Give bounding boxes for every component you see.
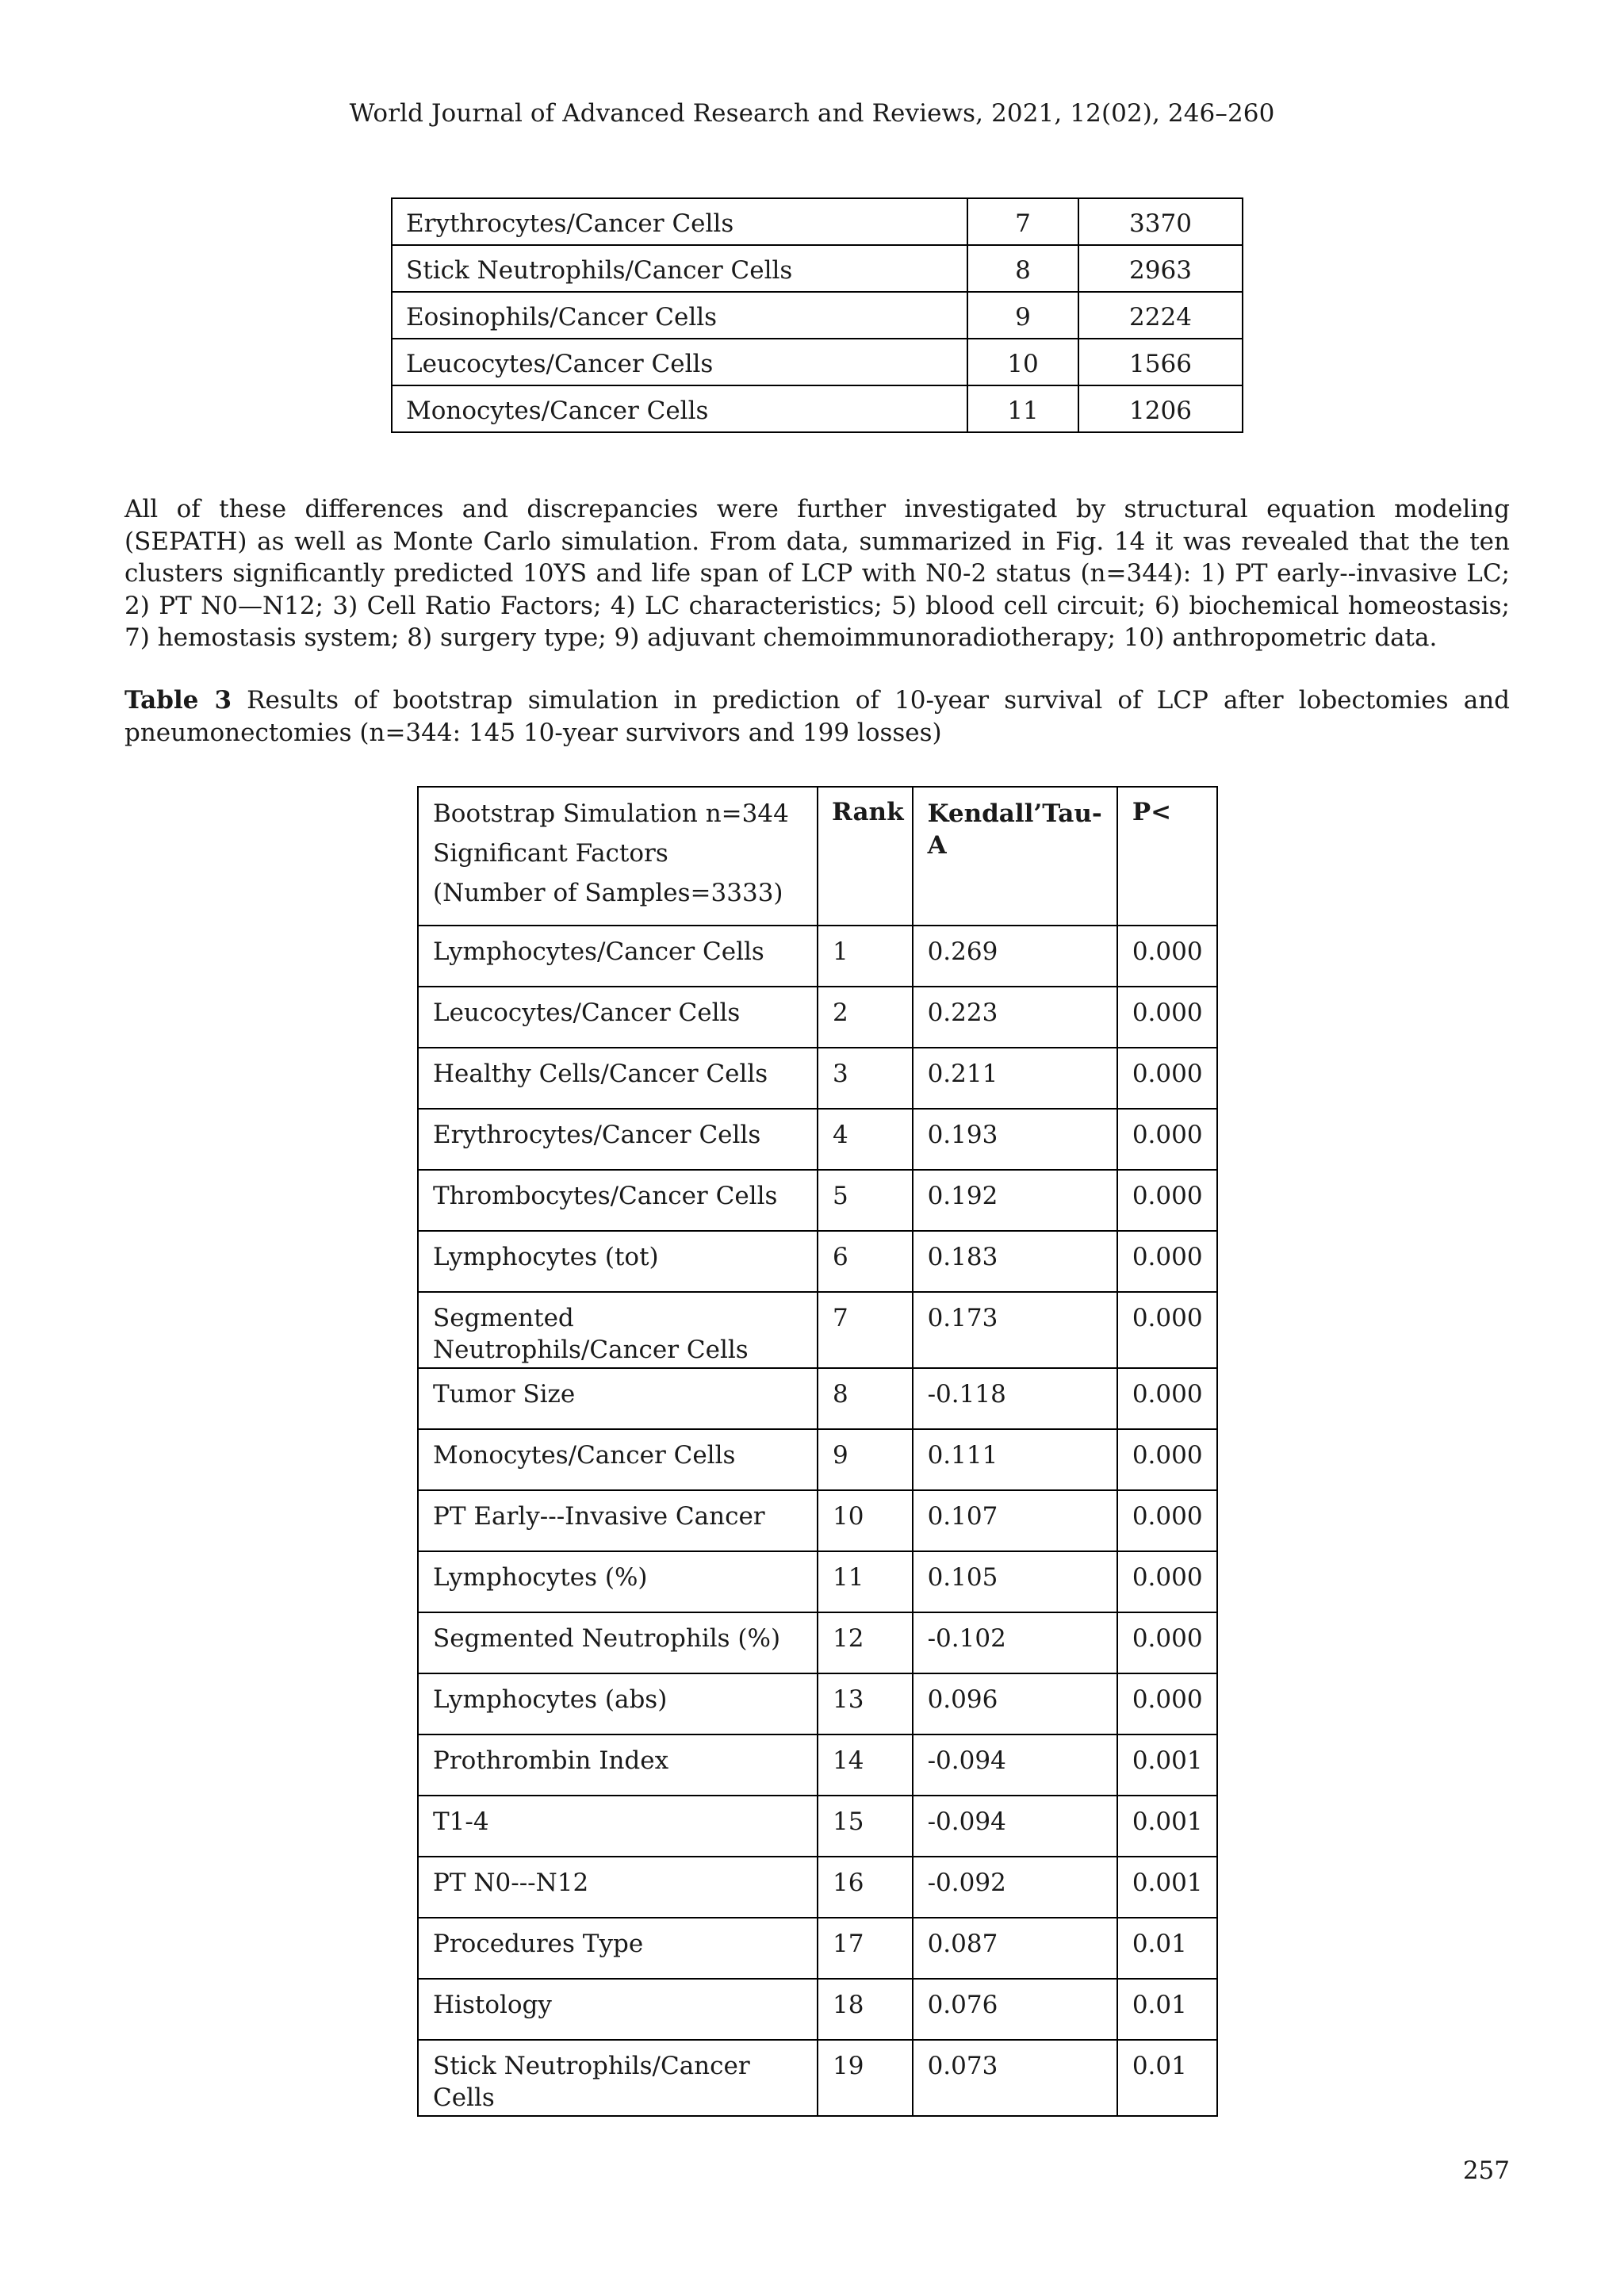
rank-cell: 8 <box>967 245 1078 292</box>
kendall-tau-cell: 0.096 <box>913 1673 1117 1734</box>
factor-cell: PT Early---Invasive Cancer <box>418 1490 818 1551</box>
kendall-tau-cell: -0.102 <box>913 1612 1117 1673</box>
kendall-tau-cell: -0.094 <box>913 1734 1117 1796</box>
kendall-tau-cell: 0.107 <box>913 1490 1117 1551</box>
factor-cell: Histology <box>418 1979 818 2040</box>
p-value-cell: 0.000 <box>1117 1170 1217 1231</box>
factor-cell: Erythrocytes/Cancer Cells <box>392 198 967 245</box>
value-cell: 3370 <box>1078 198 1243 245</box>
factor-cell: Thrombocytes/Cancer Cells <box>418 1170 818 1231</box>
table-row <box>418 987 1217 1048</box>
rank-cell: 4 <box>818 1109 913 1170</box>
table-row <box>418 1429 1217 1490</box>
kendall-tau-cell: 0.105 <box>913 1551 1117 1612</box>
kendall-tau-cell: 0.073 <box>913 2040 1117 2116</box>
p-value-cell: 0.001 <box>1117 1796 1217 1857</box>
table-3-caption <box>124 684 1510 749</box>
rank-cell: 9 <box>818 1429 913 1490</box>
header-rank: Rank <box>818 787 913 926</box>
factor-cell: PT N0---N12 <box>418 1857 818 1918</box>
factor-cell: Monocytes/Cancer Cells <box>418 1429 818 1490</box>
table-row <box>392 339 1243 385</box>
factor-cell: Leucocytes/Cancer Cells <box>392 339 967 385</box>
header-factor-line2: Significant Factors <box>433 839 668 868</box>
rank-cell: 13 <box>818 1673 913 1734</box>
p-value-cell: 0.000 <box>1117 1490 1217 1551</box>
table-row <box>418 1796 1217 1857</box>
rank-cell: 12 <box>818 1612 913 1673</box>
kendall-tau-cell: -0.094 <box>913 1796 1117 1857</box>
factor-cell: Monocytes/Cancer Cells <box>392 385 967 432</box>
rank-cell: 8 <box>818 1368 913 1429</box>
kendall-tau-cell: 0.183 <box>913 1231 1117 1292</box>
factor-cell: Lymphocytes (%) <box>418 1551 818 1612</box>
kendall-tau-cell: 0.192 <box>913 1170 1117 1231</box>
header-p-value: P< <box>1117 787 1217 926</box>
table-3-header-row <box>418 787 1217 926</box>
table-row <box>392 292 1243 339</box>
table-row <box>418 1734 1217 1796</box>
value-cell: 1206 <box>1078 385 1243 432</box>
table-row <box>418 1231 1217 1292</box>
table-row <box>418 1170 1217 1231</box>
p-value-cell: 0.000 <box>1117 1429 1217 1490</box>
rank-cell: 9 <box>967 292 1078 339</box>
rank-cell: 1 <box>818 926 913 987</box>
table-row <box>418 1673 1217 1734</box>
running-header: World Journal of Advanced Research and Reviews, 2021, 12(02), 246–260 <box>349 99 1275 128</box>
table-2-body <box>392 198 1243 432</box>
table-row <box>418 1551 1217 1612</box>
factor-cell: Lymphocytes/Cancer Cells <box>418 926 818 987</box>
factor-cell: Eosinophils/Cancer Cells <box>392 292 967 339</box>
rank-cell: 10 <box>818 1490 913 1551</box>
table-row <box>418 2040 1217 2116</box>
table-3-body <box>418 926 1217 2116</box>
p-value-cell: 0.01 <box>1117 1918 1217 1979</box>
rank-cell: 15 <box>818 1796 913 1857</box>
table-row <box>392 245 1243 292</box>
p-value-cell: 0.000 <box>1117 1292 1217 1368</box>
rank-cell: 6 <box>818 1231 913 1292</box>
p-value-cell: 0.001 <box>1117 1857 1217 1918</box>
factor-cell: Lymphocytes (tot) <box>418 1231 818 1292</box>
table-row <box>392 385 1243 432</box>
rank-cell: 14 <box>818 1734 913 1796</box>
factor-cell: Tumor Size <box>418 1368 818 1429</box>
header-factor <box>418 787 818 926</box>
kendall-tau-cell: -0.118 <box>913 1368 1117 1429</box>
table-row <box>418 1490 1217 1551</box>
rank-cell: 7 <box>818 1292 913 1368</box>
table-row <box>392 198 1243 245</box>
page-number: 257 <box>1462 2156 1510 2185</box>
table-3-caption-text: Results of bootstrap simulation in prediction of 10-year survival of LCP after lobectomies and pneumonectomies (n=344: 145 10-year survivors and 199 losses) <box>124 686 1510 747</box>
kendall-tau-cell: 0.211 <box>913 1048 1117 1109</box>
p-value-cell: 0.000 <box>1117 1551 1217 1612</box>
rank-cell: 17 <box>818 1918 913 1979</box>
kendall-tau-cell: 0.223 <box>913 987 1117 1048</box>
rank-cell: 11 <box>967 385 1078 432</box>
p-value-cell: 0.000 <box>1117 1673 1217 1734</box>
table-row <box>418 1918 1217 1979</box>
header-factor-line1: Bootstrap Simulation n=344 <box>433 799 789 828</box>
kendall-tau-cell: 0.087 <box>913 1918 1117 1979</box>
rank-cell: 3 <box>818 1048 913 1109</box>
kendall-tau-cell: 0.269 <box>913 926 1117 987</box>
p-value-cell: 0.000 <box>1117 987 1217 1048</box>
table-row <box>418 1109 1217 1170</box>
kendall-tau-cell: 0.173 <box>913 1292 1117 1368</box>
p-value-cell: 0.01 <box>1117 2040 1217 2116</box>
factor-cell: Healthy Cells/Cancer Cells <box>418 1048 818 1109</box>
value-cell: 2224 <box>1078 292 1243 339</box>
header-factor-line3: (Number of Samples=3333) <box>433 879 783 907</box>
rank-cell: 5 <box>818 1170 913 1231</box>
table-row <box>418 1979 1217 2040</box>
table-row <box>418 926 1217 987</box>
factor-cell: Prothrombin Index <box>418 1734 818 1796</box>
factor-cell: Leucocytes/Cancer Cells <box>418 987 818 1048</box>
rank-cell: 2 <box>818 987 913 1048</box>
rank-cell: 16 <box>818 1857 913 1918</box>
header-kendall-tau: Kendall’Tau-A <box>913 787 1117 926</box>
p-value-cell: 0.001 <box>1117 1734 1217 1796</box>
table-row <box>418 1857 1217 1918</box>
factor-cell: Lymphocytes (abs) <box>418 1673 818 1734</box>
p-value-cell: 0.000 <box>1117 1231 1217 1292</box>
p-value-cell: 0.000 <box>1117 926 1217 987</box>
factor-cell: Erythrocytes/Cancer Cells <box>418 1109 818 1170</box>
value-cell: 2963 <box>1078 245 1243 292</box>
rank-cell: 11 <box>818 1551 913 1612</box>
body-paragraph: All of these differences and discrepancies were further investigated by structural equation modeling (SEPATH) as well as Monte Carlo simulation. From data, summarized in Fig. 14 it was revealed that the ten clusters significantly predicted 10YS and life span of LCP with N0-2 status (n=344): 1) PT early--invasive LC; 2) PT N0—N12; 3) Cell Ratio Factors; 4) LC characteristics; 5) blood cell circuit; 6) biochemical homeostasis; 7) hemostasis system; 8) surgery type; 9) adjuvant chemoimmunoradiotherapy; 10) anthropometric data. <box>124 495 1510 652</box>
value-cell: 1566 <box>1078 339 1243 385</box>
rank-cell: 18 <box>818 1979 913 2040</box>
factor-cell: T1-4 <box>418 1796 818 1857</box>
kendall-tau-cell: 0.111 <box>913 1429 1117 1490</box>
table-3 <box>417 786 1218 2117</box>
p-value-cell: 0.000 <box>1117 1109 1217 1170</box>
rank-cell: 10 <box>967 339 1078 385</box>
factor-cell: Procedures Type <box>418 1918 818 1979</box>
p-value-cell: 0.01 <box>1117 1979 1217 2040</box>
p-value-cell: 0.000 <box>1117 1368 1217 1429</box>
table-3-label: Table 3 <box>124 686 232 715</box>
table-2-continuation <box>391 197 1243 433</box>
table-row <box>418 1048 1217 1109</box>
kendall-tau-cell: 0.076 <box>913 1979 1117 2040</box>
table-row <box>418 1368 1217 1429</box>
factor-cell: Segmented Neutrophils/Cancer Cells <box>418 1292 818 1368</box>
table-row <box>418 1612 1217 1673</box>
factor-cell: Segmented Neutrophils (%) <box>418 1612 818 1673</box>
p-value-cell: 0.000 <box>1117 1612 1217 1673</box>
factor-cell: Stick Neutrophils/Cancer Cells <box>392 245 967 292</box>
kendall-tau-cell: -0.092 <box>913 1857 1117 1918</box>
table-row <box>418 1292 1217 1368</box>
p-value-cell: 0.000 <box>1117 1048 1217 1109</box>
rank-cell: 7 <box>967 198 1078 245</box>
rank-cell: 19 <box>818 2040 913 2116</box>
factor-cell: Stick Neutrophils/Cancer Cells <box>418 2040 818 2116</box>
kendall-tau-cell: 0.193 <box>913 1109 1117 1170</box>
